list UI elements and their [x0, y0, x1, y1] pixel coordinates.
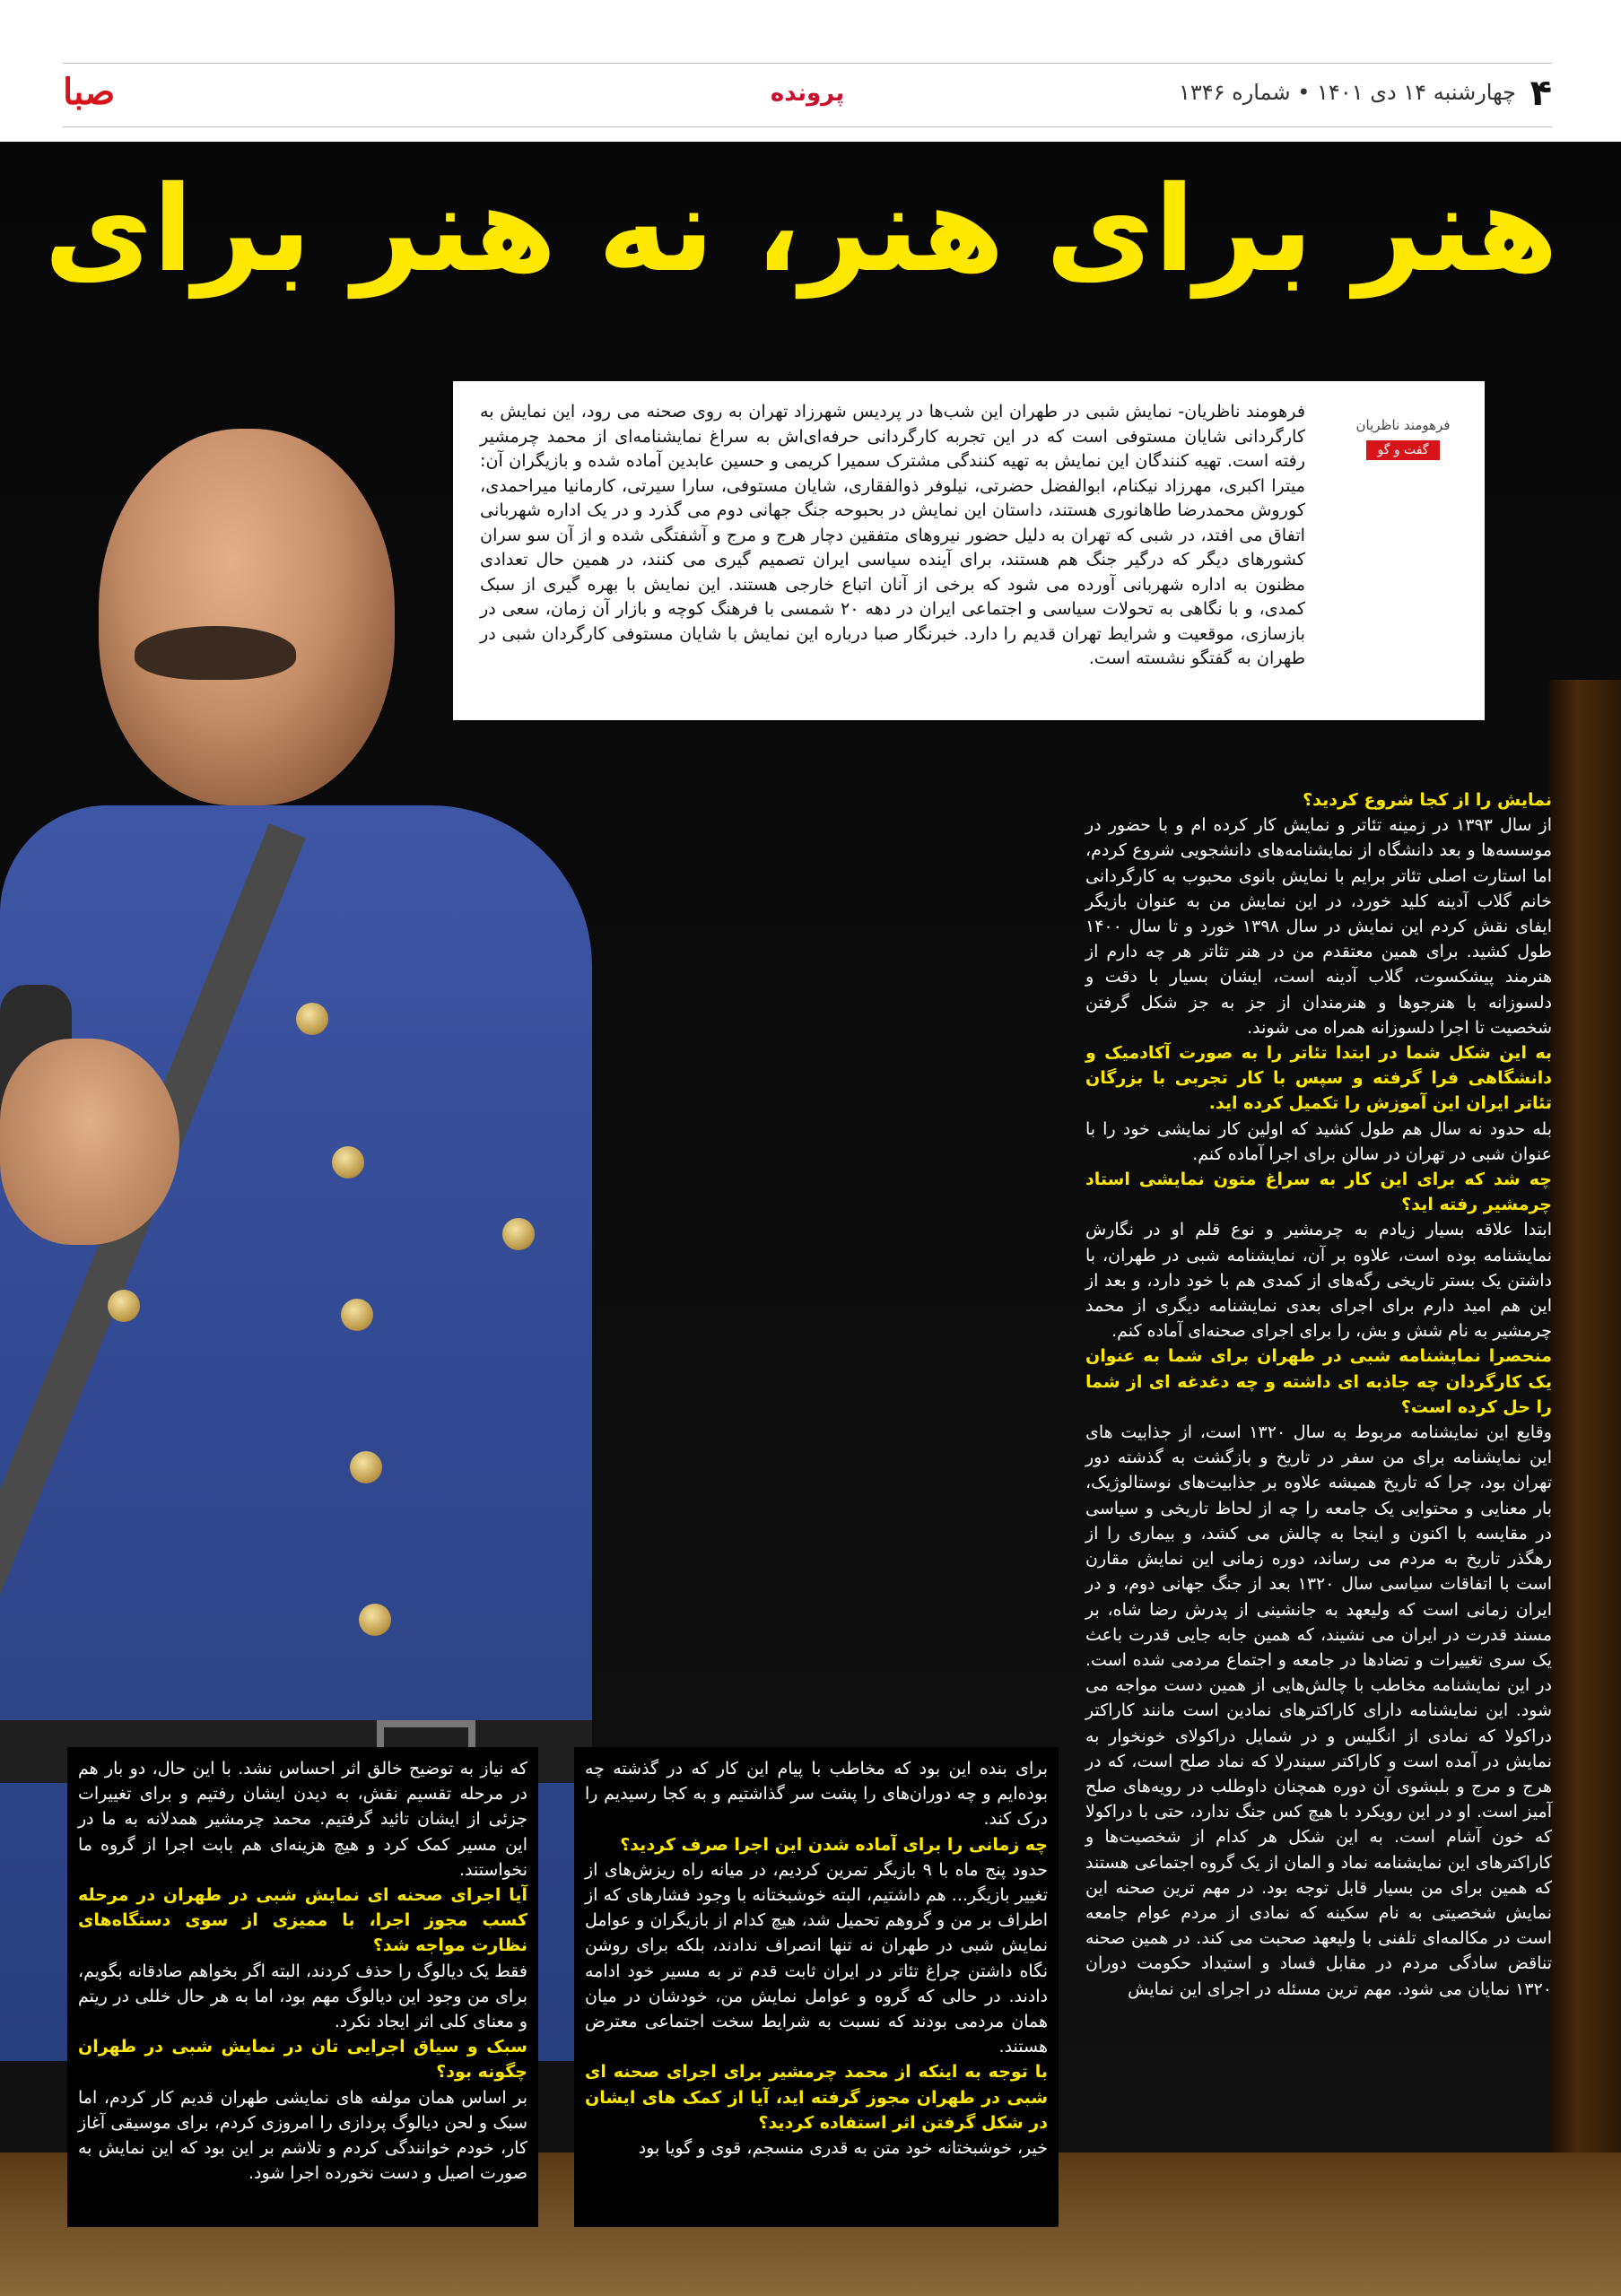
answer: وقایع این نمایشنامه مربوط به سال ۱۳۲۰ است، از جذابیت های این نمایشنامه برای من سفر در تاریخ و بازگشت به گذشته دور تهران بود، چرا که تاریخ همیشه علاوه بر جذابیت‌های نوستالوژیک، بار معنایی و محتوایی یک جامعه را چه از لحاظ تاریخی و سیاسی در مقایسه با اکنون و اینجا به چالش می کشد، و بیماری را از رهگذر تاریخ به مردم می رساند، دوره زمانی این نمایش مقارن است با اتفاقات سیاسی سال ۱۳۲۰ بعد از جنگ جهانی دوم، و در ایران زمانی است که ولیعهد به جانشینی از پدرش رضا شاه، بر مسند قدرت در ایران می نشیند، که همین جابه جایی قدرت باعث یک سری تغییرات و تضادها در جامعه و اجتماع مردمی شده است. در این نمایشنامه مخاطب با چالش‌هایی از همین دست مواجه می شود. این نمایشنامه دارای کاراکترهای نمادین است مانند کاراکتر دراکولا که نمادی از انگلیس و در شمایل دراکولای خونخوار به نمایش در آمده است و کاراکتر سیندرلا که نماد صلح است، که در هرج و مرج و بلبشوی آن دوره همچنان داوطلب در رویه‌های صلح آمیز است. او در این رویکرد با هیچ کس جنگ ندارد، حتی با دراکولا که خون آشام است. به این شکل هر کدام از شخصیت‌ها و کاراکترهای این نمایشنامه نماد و المان از یک گروه اجتماعی هستند که همین برای من بسیار قابل توجه بود. در مهم ترین صحنه این نمایش شخصیتی به نام سکینه که نمادی از مردم عوام جامعه است در مکالمه‌ای تلفنی با ولیعهد صحبت می کند. در همین صحنه تناقض سادگی مردم در مقابل فساد و استبداد حکومت دوران ۱۳۲۰ نمایان می شود. مهم ترین مسئله در اجرای این نمایش [1085, 1422, 1553, 1999]
page-number: ۴ [1529, 73, 1552, 114]
uniform-button [350, 1451, 382, 1483]
headline-area [0, 144, 1621, 314]
uniform-button [108, 1290, 140, 1322]
uniform-button [502, 1218, 535, 1250]
answer: از سال ۱۳۹۳ در زمینه تئاتر و نمایش کار کرده ام و با حضور در موسسه‌ها و بعد دانشگاه از نمایشنامه‌های دانشجویی شروع کردم، اما استارت اصلی تئاتر برایم با نمایش بانوی محبوب به کارگردانی خانم گلاب آدینه کلید خورد، در این نمایش من به عنوان بازیگر ایفای نقش کردم این نمایش در سال ۱۳۹۸ خورد و تا سال ۱۴۰۰ طول کشید. برای همین معتقدم من در هنر تئاتر هر چه دارم از هنرمند پیشکسوت، گلاب آدینه است، ایشان بسیار با دقت و دلسوزانه با هنرجوها و هنرمندان از جز به جز شکل گرفتن شخصیت تا اجرا دلسوزانه همراه می شوند. [1085, 815, 1553, 1038]
question: چه زمانی را برای آماده شدن این اجرا صرف کردید؟ [620, 1834, 1048, 1855]
uniform-button [332, 1146, 364, 1178]
question: با توجه به اینکه از محمد چرمشیر برای اجرای صحنه ای شبی در طهران مجوز گرفته اید، آیا از کمک های ایشان در شکل گرفتن اثر استفاده کردید؟ [585, 2062, 1048, 2133]
uniform-button [359, 1604, 391, 1636]
headline: هنر برای هنر، نه هنر برای [44, 161, 1558, 299]
question: منحصرا نمایشنامه شبی در طهران برای شما به عنوان یک کارگردان چه جاذبه ای داشته و چه دغدغه ای از شما را حل کرده است؟ [1085, 1346, 1552, 1417]
intro-text: فرهومند ناظریان- نمایش شبی در طهران این شب‌ها در پردیس شهرزاد تهران به روی صحنه می رود، این نمایش به کارگردانی شایان مستوفی است که در این تجربه کارگردانی حرفه‌ای‌اش به سراغ نمایشنامه‌ای از محمد چرمشیر رفته است. تهیه کنندگان این نمایش به تهیه کنندگی مشترک سمیرا کریمی و حسین عابدین آماده شده و بازیگران آن: میترا اکبری، مهرزاد نیکنام، ابوالفضل حضرتی، نیلوفر ذوالفقاری، شایان مستوفی، سارا سیرتی، کارمانیا میراحمدی، کوروش محمدرضا طاهانوری هستند، داستان این نمایش در بحبوحه جنگ جهانی دوم می گذرد و در یک اداره شهربانی اتفاق می افتد، در شبی که تهران به دلیل حضور نیروهای متفقین دچار هرج و مرج و آشفتگی شده و از آن سو سران کشورهای دیگر که درگیر جنگ هم هستند، برای آینده سیاسی ایران تصمیم گیری می کنند، در همین حال تعدادی مظنون به اداره شهربانی آورده می شود که برخی از آنان اتباع خارجی هستند. این نمایش با بهره گیری از سبک کمدی، و با نگاهی به تحولات سیاسی و اجتماعی ایران در دهه ۲۰ شمسی با فرهنگ کوچه و بازار آن زمان، سعی در بازسازی، موقعیت و شرایط تهران قدیم را دارد. خبرنگار صبا درباره این نمایش با شایان مستوفی کارگردان شبی در طهران به گفتگو نشسته است. [480, 401, 1305, 668]
author-name: فرهومند ناظریان [1355, 417, 1451, 433]
actor-mustache [135, 626, 296, 680]
interview-column-left [67, 1747, 538, 2227]
answer: ابتدا علاقه بسیار زیادم به چرمشیر و نوع قلم او در نگارش نمایشنامه بوده است، علاوه بر آن، نمایشنامه شبی در طهران، با داشتن یک بستر تاریخی رگه‌های از کمدی هم با خود دارد، و بعد از این هم امید دارم برای اجرای بعدی نمایشنامه دیگری از محمد چرمشیر به نام شش و بش، را برای اجرای صحنه‌ای آماده کنم. [1085, 1220, 1552, 1342]
answer: برای بنده این بود که مخاطب با پیام این کار که در گذشته چه بوده‌ایم و چه دوران‌های را پشت سر گذاشتیم و به کجا رسیدیم را درک کند. [585, 1759, 1048, 1830]
answer: خیر، خوشبختانه خود متن به قدری منسجم، قوی و گویا بود [638, 2138, 1048, 2159]
uniform-button [296, 1003, 328, 1035]
question: چه شد که برای این کار به سراغ متون نمایشی استاد چرمشیر رفته اید؟ [1085, 1170, 1552, 1215]
curtain-decor [1549, 680, 1621, 2294]
question: سبک و سیاق اجرایی تان در نمایش شبی در طهران چگونه بود؟ [78, 2037, 527, 2083]
intro-box [453, 381, 1485, 720]
article-type-badge: گفت و گو [1366, 440, 1439, 460]
section-title: پرونده [770, 80, 845, 107]
byline [1345, 417, 1461, 460]
actor-hand [0, 1039, 179, 1245]
page-header [63, 63, 1552, 127]
actor-head [99, 429, 395, 805]
interview-column-right [1085, 787, 1552, 2002]
newspaper-logo: صبا [63, 71, 116, 113]
question: آیا اجرای صحنه ای نمایش شبی در طهران در مرحله کسب مجوز اجرا، با ممیزی از سوی دستگاه‌های نظارت مواجه شد؟ [78, 1885, 527, 1956]
answer: که نیاز به توضیح خالق اثر احساس نشد. با این حال، دو بار هم در مرحله تقسیم نقش، به دیدن ایشان رفتیم و برای تغییرات جزئی از ایشان تائید گرفتیم. محمد چرمشیر همدلانه به ما در این مسیر کمک کرد و هیچ هزینه‌ای هم بابت اجرا از گروه ما نخواستند. [78, 1759, 527, 1880]
question: نمایش را از کجا شروع کردید؟ [1303, 790, 1552, 810]
answer: بله حدود نه سال هم طول کشید که اولین کار نمایشی خود را با عنوان شبی در تهران در سالن برای اجرا آماده کنم. [1085, 1118, 1552, 1164]
answer: حدود پنج ماه با ۹ بازیگر تمرین کردیم، در میانه راه ریزش‌های از تغییر بازیگر... هم داشتیم، البته خوشبختانه با وجود فشارهای که از اطراف بر من و گروهم تحمیل شد، هیچ کدام از بازیگران و عوامل نمایش شبی در طهران نه تنها انصراف ندادند، بلکه برای روشن نگاه داشتن چراغ تئاتر در ایران ثابت قدم تر به مسیر خود ادامه دادند. در حالی که گروه و عوامل نمایش من، خودشان در میان همان مردمی بودند که نسبت به شرایط سخت اجتماعی معترض هستند. [585, 1859, 1049, 2057]
uniform-button [341, 1299, 373, 1331]
answer: بر اساس همان مولفه های نمایشی طهران قدیم کار کردم، اما سبک و لحن دیالوگ پردازی را امروزی کردم، برای موسیقی آغاز کار، خودم خوانندگی کردم و تلاشم بر این بود که این نمایش به صورت اصیل و دست نخورده اجرا شود. [78, 2087, 527, 2184]
question: به این شکل شما در ابتدا تئاتر را به صورت آکادمیک و دانشگاهی فرا گرفته و سپس با کار تجربی با بزرگان تئاتر ایران این آموزش را تکمیل کرده اید. [1085, 1043, 1552, 1114]
interview-column-middle [574, 1747, 1059, 2227]
answer: فقط یک دیالوگ را حذف کردند، البته اگر بخواهم صادقانه بگویم، برای من وجود این دیالوگ مهم بود، اما به هر حال خللی در ریتم و معنای کلی اثر ایجاد نکرد. [78, 1961, 527, 2032]
issue-date: چهارشنبه ۱۴ دی ۱۴۰۱ • شماره ۱۳۴۶ [1178, 80, 1516, 105]
